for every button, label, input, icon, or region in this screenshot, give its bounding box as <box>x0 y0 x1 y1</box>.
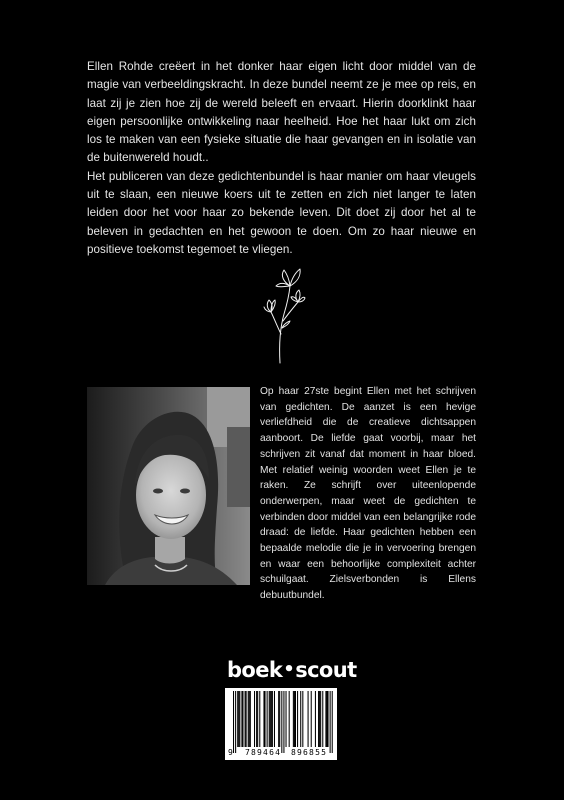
barcode-bar <box>254 691 255 747</box>
barcode-bar <box>279 691 280 747</box>
barcode-bar <box>256 691 257 747</box>
back-cover-blurb <box>87 58 476 259</box>
barcode-bar <box>332 691 333 753</box>
barcode-bar <box>302 691 303 747</box>
barcode-bar <box>270 691 271 747</box>
blurb-paragraph-1: Ellen Rohde creëert in het donker haar eigen licht door middel van de magie van verbeeldingskracht. In deze bundel neemt ze je mee op reis, en laat zij je zien hoe zij de wereld beleeft en ervaart. Hierin doorklinkt haar eigen persoonlijke ontwikkeling naar heelheid. Hoe het haar lukt om zich los te maken van een fysieke situatie die haar gevangen en in isolatie van de buitenwereld houdt.. <box>87 60 476 165</box>
publisher-logo <box>227 657 357 683</box>
barcode-bar <box>286 691 287 747</box>
author-bio <box>260 384 476 604</box>
blurb-paragraph-2: Het publiceren van deze gedichtenbundel is haar manier om haar vleugels uit te slaan, een nieuwe koers uit te zetten en zich niet langer te laten leiden door het voor haar zo bekende leven. Dit doet zij door het al te beleven in gedachten en het gewoon te doen. Om zo haar nieuwe en positieve toekomst tegemoet te vliegen. <box>87 169 476 256</box>
barcode-bar <box>320 691 321 747</box>
barcode-bar <box>281 691 282 753</box>
barcode-bar <box>257 691 258 747</box>
publisher-logo-part-2: scout <box>295 658 357 682</box>
author-portrait <box>87 387 250 585</box>
barcode-bar <box>245 691 246 747</box>
barcode-bar <box>311 691 312 747</box>
barcode-bar <box>322 691 323 747</box>
publisher-logo-part-1: boek <box>227 658 283 682</box>
barcode-bar <box>294 691 295 747</box>
barcode-bar <box>289 691 290 747</box>
barcode-bar <box>259 691 260 747</box>
isbn-barcode <box>225 688 337 760</box>
barcode-bar <box>308 691 309 747</box>
barcode-bar <box>249 691 250 747</box>
barcode-bar <box>271 691 272 747</box>
barcode-bar <box>248 691 249 747</box>
barcode-bar <box>265 691 266 747</box>
barcode-bar <box>325 691 326 747</box>
barcode-bar <box>235 691 236 753</box>
barcode-bar <box>319 691 320 747</box>
barcode-bar <box>318 691 319 747</box>
barcode-lead-digit: 9 <box>228 748 233 757</box>
barcode-bar <box>233 691 234 753</box>
barcode-group-2: 896855 <box>291 748 328 757</box>
barcode-bar <box>297 691 298 747</box>
barcode-bar <box>241 691 242 747</box>
barcode-bar <box>278 691 279 747</box>
barcode-bar <box>263 691 264 747</box>
author-bio-text: Op haar 27ste begint Ellen met het schrijven van gedichten. De aanzet is een hevige verliefdheid die de creatieve dichtsappen aanboort. De liefde gaat voorbij, maar het schrijven zit vanaf dat moment in haar bloed. Met relatief weinig woorden weet Ellen je te raken. Ze schrijft over uiteenlopende onderwerpen, maar weet de gedichten te verbinden door middel van een belangrijke rode draad: de liefde. Haar gedichten hebben een bepaalde melodie die je in vervoering brengen en waar een behoorlijke complexiteit achter schuilgaat. Zielsverbonden is Ellens debuutbundel. <box>260 386 476 602</box>
barcode-group-1: 789464 <box>245 748 282 757</box>
barcode-bar <box>283 691 284 753</box>
barcode-bar <box>330 691 331 753</box>
barcode-bar <box>326 691 327 747</box>
publisher-logo-separator: • <box>283 659 295 680</box>
barcode-bar <box>267 691 268 747</box>
barcode-bar <box>300 691 301 747</box>
barcode-bar <box>237 691 238 747</box>
barcode-bar <box>239 691 240 747</box>
barcode-bar <box>295 691 296 747</box>
barcode-bar <box>293 691 294 747</box>
barcode-bar <box>250 691 251 747</box>
barcode-bar <box>242 691 243 747</box>
barcode-bar <box>238 691 239 747</box>
barcode-bar <box>328 691 329 747</box>
flower-line-drawing-icon <box>262 266 306 364</box>
barcode-bar <box>246 691 247 747</box>
barcode-bar <box>315 691 316 747</box>
barcode-bar <box>269 691 270 747</box>
barcode-bar <box>272 691 273 747</box>
barcode-bar <box>274 691 275 747</box>
